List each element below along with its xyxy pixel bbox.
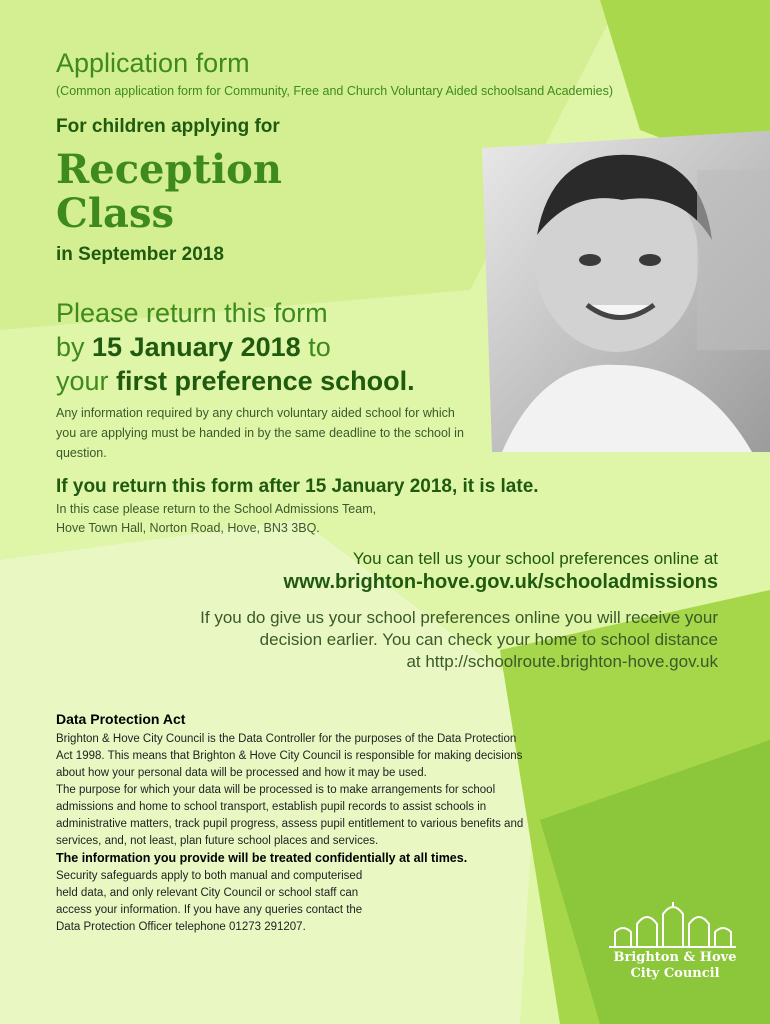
reception-word: Reception (56, 146, 282, 193)
return-line-3 (56, 364, 415, 398)
return-by: by (56, 332, 93, 362)
dp-para-2: The purpose for which your data will be processed is to make arrangements for school admissions and home to school transport, establish pupil records to assist schools in administrative matters, track pupil progress, assess pupil entitlement to various benefits and services, and, not least, plan future school places and services. (56, 784, 524, 847)
september-heading: in September 2018 (56, 244, 224, 265)
admissions-url[interactable]: www.brighton-hove.gov.uk/schooladmissions (283, 571, 718, 593)
return-line-2 (56, 330, 415, 364)
online-benefit-text (118, 607, 718, 673)
late-line-1: In this case please return to the School Admissions Team, (56, 502, 377, 516)
return-notice (56, 296, 415, 398)
late-instructions (56, 500, 476, 538)
council-name (600, 950, 750, 982)
for-children-heading: For children applying for (56, 116, 280, 137)
online-line-2: decision earlier. You can check your home to school distance (259, 630, 718, 649)
return-line-1: Please return this form (56, 298, 328, 328)
data-protection-text (56, 731, 526, 936)
reception-class-heading (56, 148, 282, 236)
dp-para-1: Brighton & Hove City Council is the Data Controller for the purposes of the Data Protection Act 1998. This means that Brighton & Hove City Council is responsible for making decisions about how your personal data will be processed and how it may be used. (56, 733, 523, 779)
class-word: Class (56, 190, 174, 237)
return-to: to (300, 332, 331, 362)
council-name-line-2: City Council (630, 966, 720, 981)
dp-para-3: Security safeguards apply to both manual and computerised held data, and only relevant City Council or school staff can access your information. If you have any queries contact the Data Protection Officer telephone 01273 291207. (56, 870, 363, 933)
late-heading: If you return this form after 15 January 2018, it is late. (56, 476, 539, 497)
child-photo (482, 130, 770, 452)
data-protection-heading: Data Protection Act (56, 711, 186, 727)
form-subtitle: (Common application form for Community, Free and Church Voluntary Aided schoolsand Academies) (56, 84, 613, 98)
dp-bold-statement: The information you provide will be treated confidentially at all times. (56, 851, 468, 865)
online-intro: You can tell us your school preferences online at (352, 549, 718, 568)
form-title: Application form (56, 48, 250, 78)
online-line-1: If you do give us your school preferences online you will receive your (200, 608, 718, 627)
return-your: your (56, 366, 117, 396)
council-name-line-1: Brighton & Hove (613, 950, 737, 965)
return-date: 15 January 2018 (92, 332, 301, 362)
late-line-2: Hove Town Hall, Norton Road, Hove, BN3 3BQ. (56, 521, 320, 535)
church-school-info: Any information required by any church voluntary aided school for which you are applying must be handed in by the same deadline to the school in question. (56, 406, 464, 460)
online-line-3: at http://schoolroute.brighton-hove.gov.uk (406, 652, 718, 671)
return-school: first preference school. (116, 366, 415, 396)
